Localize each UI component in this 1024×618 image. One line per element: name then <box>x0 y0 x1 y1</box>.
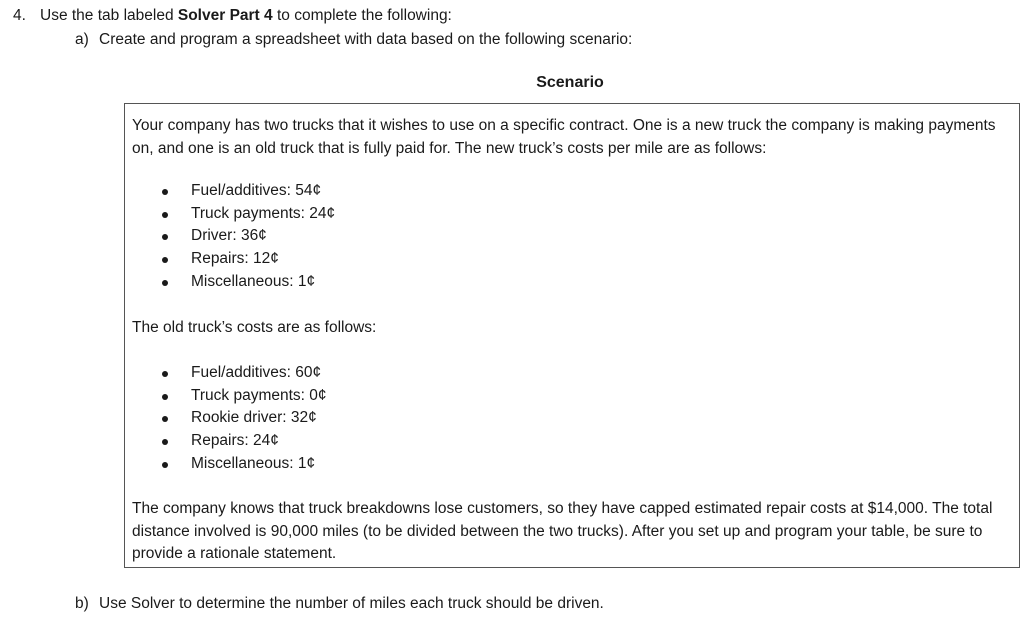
list-item: Fuel/additives: 60¢ <box>125 362 327 385</box>
list-item: Rookie driver: 32¢ <box>125 407 327 430</box>
list-item: Repairs: 24¢ <box>125 430 327 453</box>
new-truck-cost-list <box>125 180 335 293</box>
list-item: Truck payments: 0¢ <box>125 385 327 408</box>
list-item: Truck payments: 24¢ <box>125 203 335 226</box>
part-b-label: b) <box>75 595 89 612</box>
tab-name: Solver Part 4 <box>177 7 273 24</box>
scenario-closing: The company knows that truck breakdowns lose customers, so they have capped estimated repair costs at $14,000. The total distance involved is 90,000 miles (to be divided between the two trucks). After you set up and program your table, be sure to provide a rationale statement. <box>132 500 993 562</box>
list-item: Driver: 36¢ <box>125 225 335 248</box>
question-text <box>40 6 452 26</box>
question-number: 4. <box>13 7 26 24</box>
part-b-text: Use Solver to determine the number of miles each truck should be driven. <box>99 595 604 612</box>
old-truck-intro: The old truck’s costs are as follows: <box>132 319 377 336</box>
list-item: Repairs: 12¢ <box>125 248 335 271</box>
list-item: Miscellaneous: 1¢ <box>125 453 327 476</box>
list-item: Miscellaneous: 1¢ <box>125 271 335 294</box>
question-prefix: Use the tab labeled <box>40 7 178 24</box>
scenario-intro: Your company has two trucks that it wishes to use on a specific contract. One is a new truck the company is making payments on, and one is an old truck that is fully paid for. The new truck’s costs per mile are as follows: <box>132 117 996 157</box>
list-item: Fuel/additives: 54¢ <box>125 180 335 203</box>
scenario-title: Scenario <box>536 74 604 91</box>
old-truck-cost-list <box>125 362 327 475</box>
question-suffix: to complete the following: <box>272 7 452 24</box>
part-a-text: Create and program a spreadsheet with data based on the following scenario: <box>99 31 633 48</box>
scenario-box <box>124 103 1020 568</box>
part-a-label: a) <box>75 31 89 48</box>
